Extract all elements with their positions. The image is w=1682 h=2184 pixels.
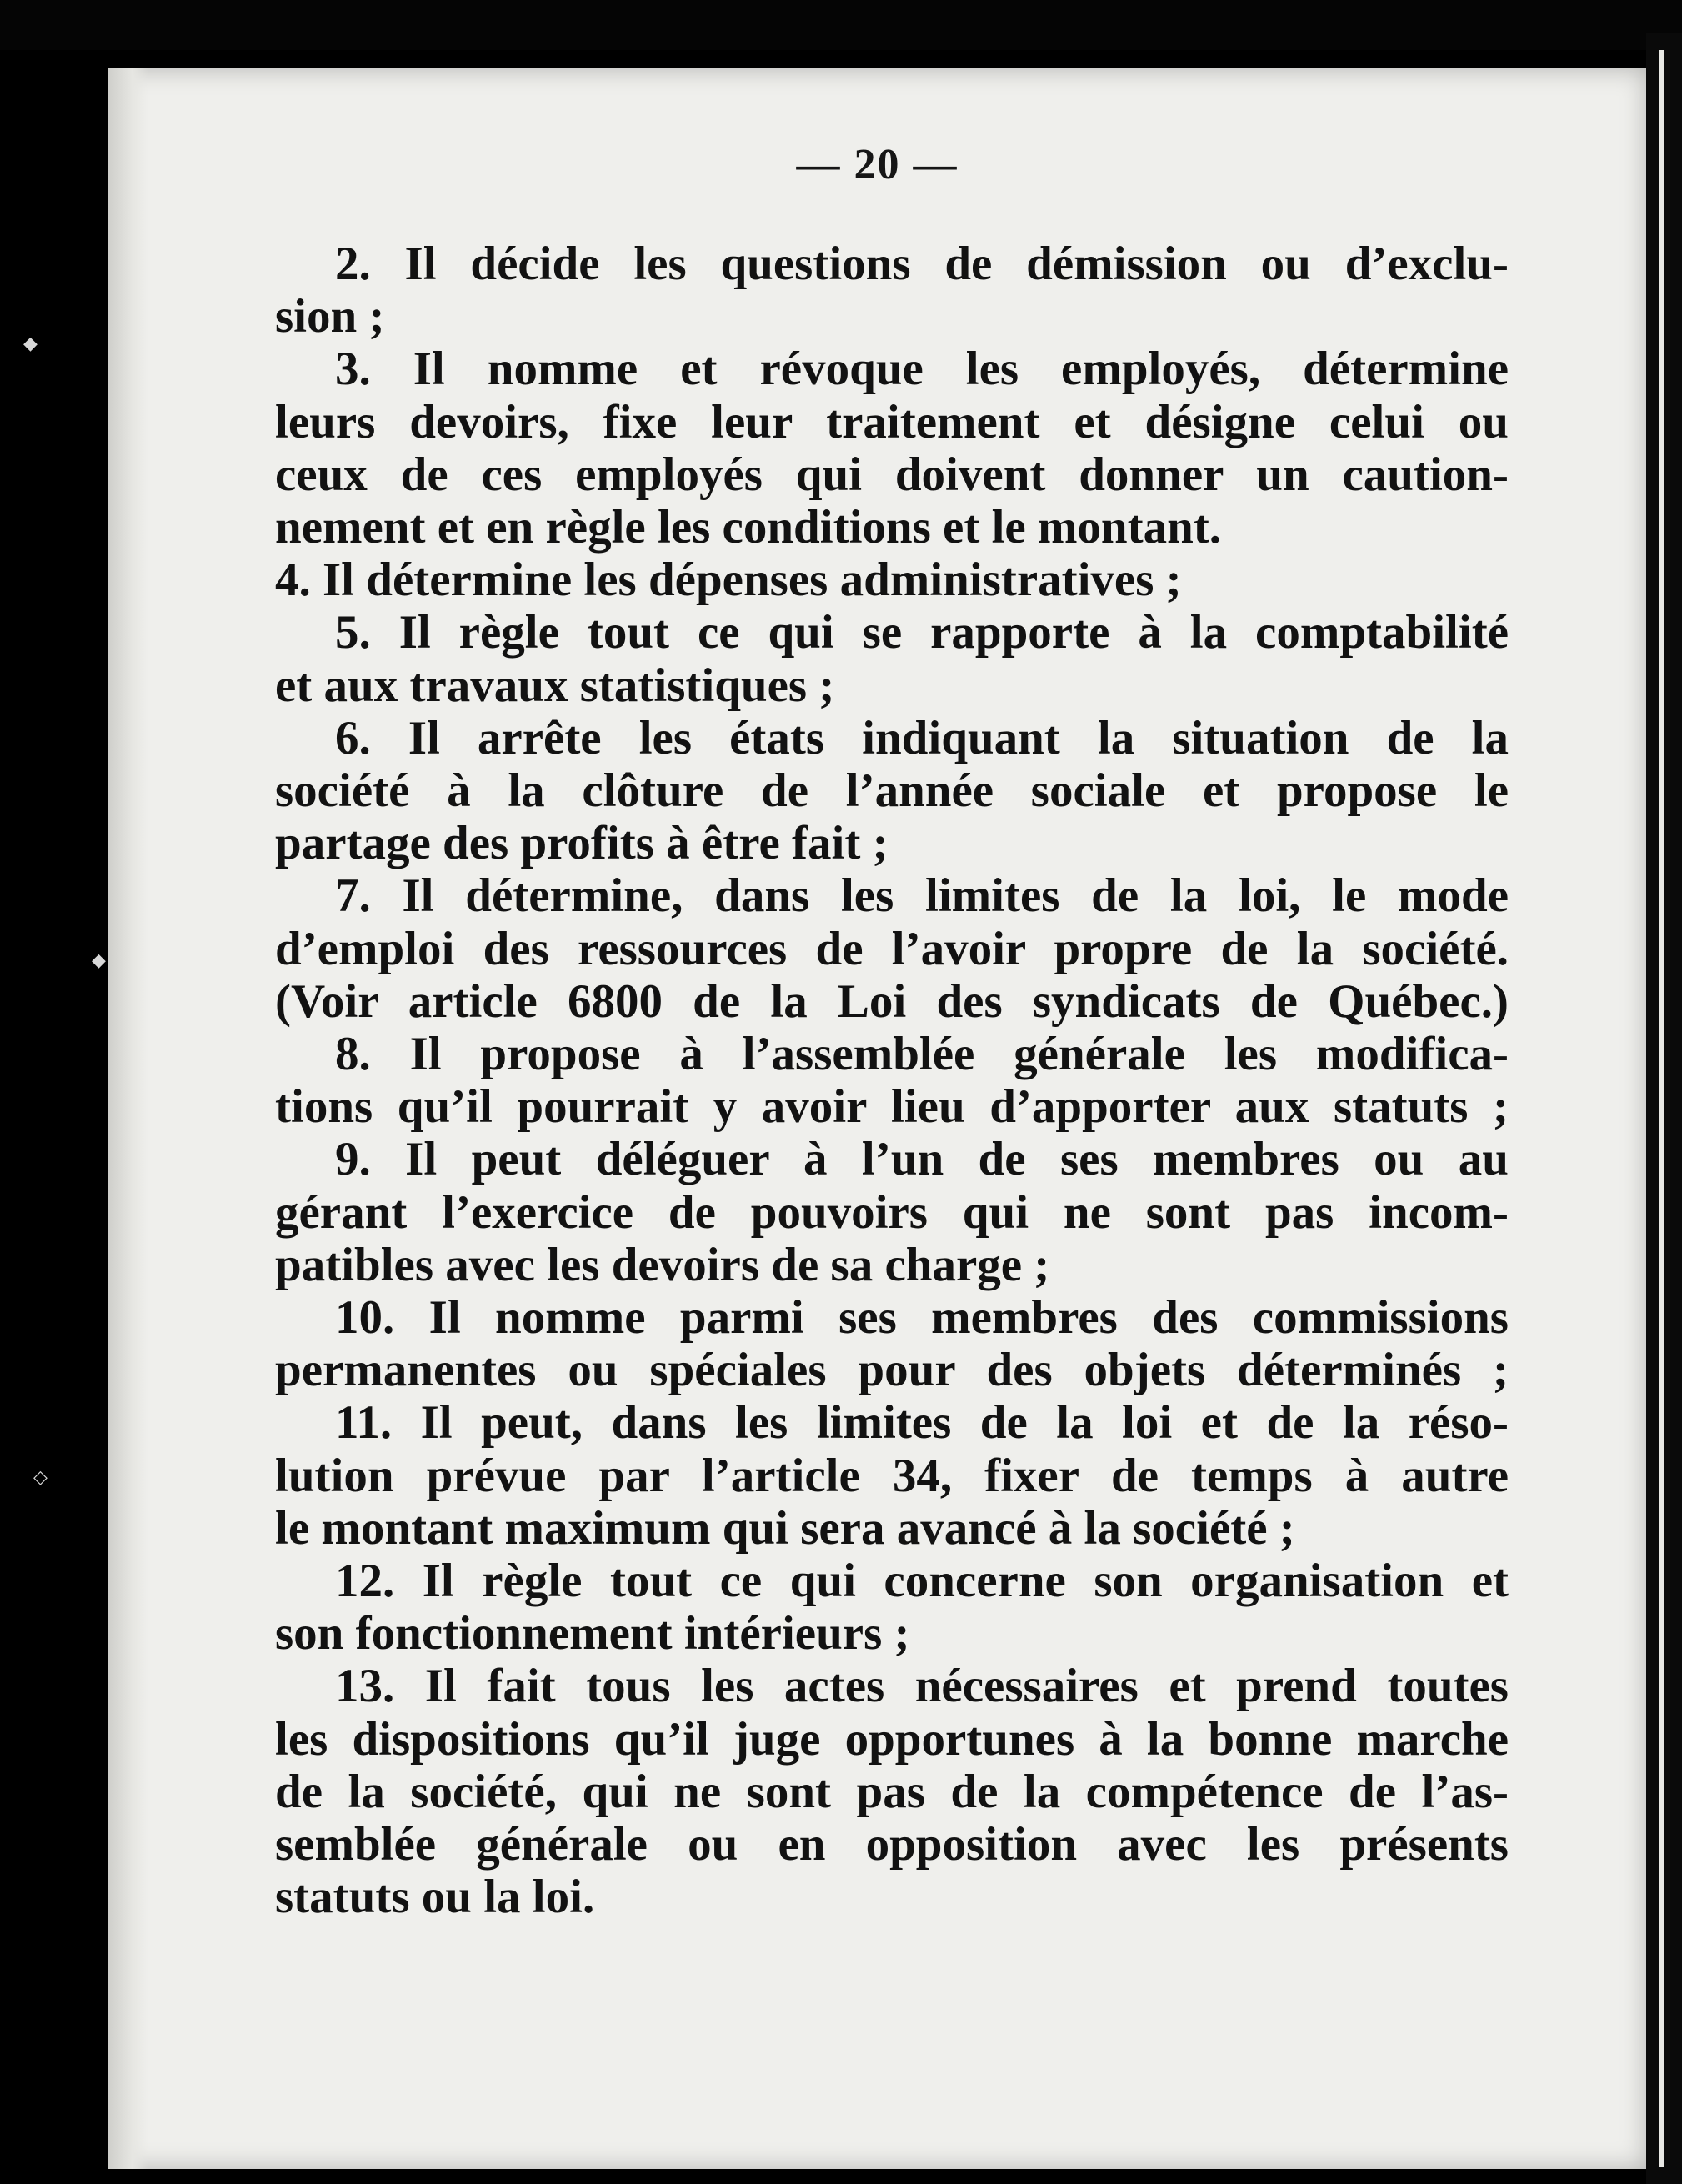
text-line: sion ; [275, 290, 385, 343]
text-line: partage des profits à être fait ; [275, 817, 889, 870]
text-line: (Voir article 6800 de la Loi des syndicats de Québec.) [275, 974, 1509, 1028]
scan-speck: ◇ [33, 1467, 48, 1488]
text-line: semblée générale ou en opposition avec les présents [275, 1818, 1509, 1871]
scan-speck: ◆ [23, 333, 38, 354]
text-line: 9. Il peut déléguer à l’un de ses membres ou au [335, 1133, 1509, 1186]
text-line: 13. Il fait tous les actes nécessaires et prend toutes [335, 1660, 1509, 1713]
text-line: patibles avec les devoirs de sa charge ; [275, 1238, 1050, 1291]
text-line: de la société, qui ne sont pas de la compétence de l’as- [275, 1765, 1509, 1818]
text-line: 7. Il détermine, dans les limites de la loi, le mode [335, 869, 1509, 923]
text-line: 2. Il décide les questions de démission ou d’exclu- [335, 238, 1509, 290]
text-line: société à la clôture de l’année sociale et propose le [275, 764, 1509, 818]
scan-speck: ◆ [92, 950, 106, 971]
text-line: le montant maximum qui sera avancé à la société ; [275, 1501, 1295, 1555]
text-line: statuts ou la loi. [275, 1871, 595, 1924]
text-line: tions qu’il pourrait y avoir lieu d’apporter aux statuts ; [275, 1080, 1509, 1134]
text-line: 10. Il nomme parmi ses membres des commissions [335, 1291, 1509, 1345]
text-line: 3. Il nomme et révoque les employés, détermine [335, 343, 1509, 396]
text-line: 4. Il détermine les dépenses administratives ; [275, 554, 1182, 607]
body-text [275, 238, 1509, 1924]
scan-border-right [1646, 33, 1682, 2184]
text-line: 6. Il arrête les états indiquant la situation de la [335, 711, 1509, 764]
text-line: permanentes ou spéciales pour des objets déterminés ; [275, 1344, 1509, 1397]
text-line: son fonctionnement intérieurs ; [275, 1607, 910, 1661]
text-line: ceux de ces employés qui doivent donner un caution- [275, 448, 1509, 501]
page-number: — 20 — [796, 141, 959, 188]
text-line: 8. Il propose à l’assemblée générale les modifica- [335, 1028, 1509, 1081]
text-line: 12. Il règle tout ce qui concerne son organisation et [335, 1555, 1509, 1608]
text-line: et aux travaux statistiques ; [275, 659, 835, 712]
adjacent-page-edge [1659, 50, 1664, 2167]
text-line: 11. Il peut, dans les limites de la loi et de la réso- [335, 1396, 1509, 1450]
page-gutter-shadow [108, 68, 148, 2169]
text-line: d’emploi des ressources de l’avoir propre de la société. [275, 922, 1509, 975]
text-line: gérant l’exercice de pouvoirs qui ne sont pas incom- [275, 1185, 1509, 1239]
text-line: leurs devoirs, fixe leur traitement et désigne celui ou [275, 395, 1509, 448]
scan-border-top [0, 0, 1682, 50]
text-line: nement et en règle les conditions et le montant. [275, 501, 1222, 554]
text-line: lution prévue par l’article 34, fixer de temps à autre [275, 1449, 1509, 1502]
text-line: les dispositions qu’il juge opportunes à la bonne marche [275, 1712, 1509, 1766]
text-line: 5. Il règle tout ce qui se rapporte à la comptabilité [335, 606, 1509, 659]
